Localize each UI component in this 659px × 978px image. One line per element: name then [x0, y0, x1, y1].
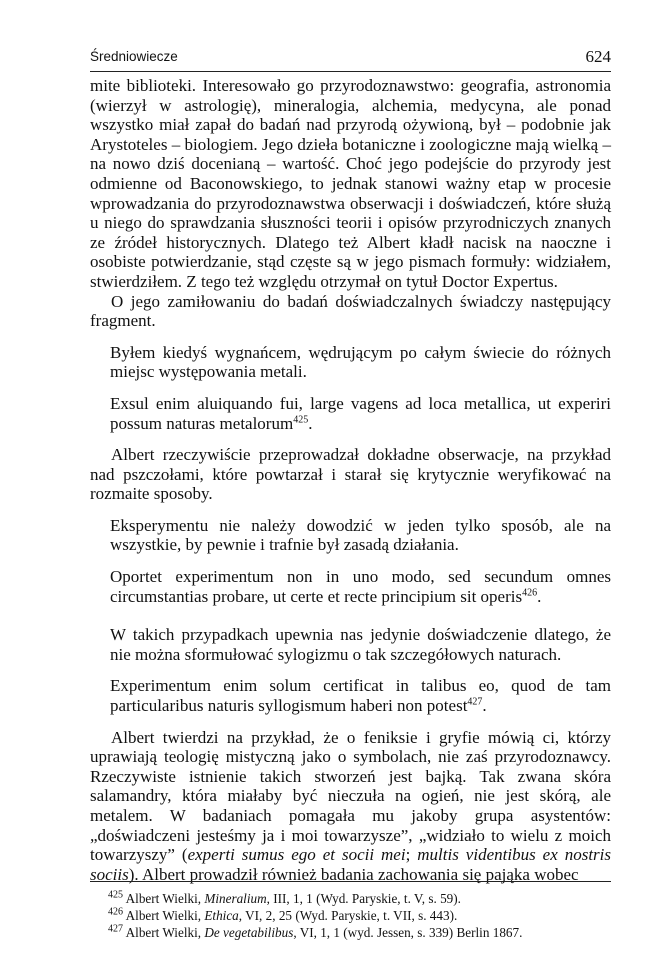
footnote-ref[interactable]: 427: [467, 696, 483, 708]
paragraph: Albert twierdzi na przykład, że o feniksie i gryfie mówią ci, którzy uprawiają teologię mistyczną jako o symbolach, nie zaś przyrodoznawcy. Rzeczywiste istnienie takich stworzeń jest bajką. Tak zwana skóra salamandry, która miałaby być nieczuła na ogień, nie jest skórą, ale metalem. W badaniach pomagała mu jakoby grupa asystentów: „doświadczeni jesteśmy ja i moi towarzysze”, „widziało to wielu z moich towarzyszy” (experti sumus ego et socii mei; multis videntibus ex nostris sociis). Albert prowadził również badania zachowania się pająka wobec: [90, 727, 611, 884]
paragraph: O jego zamiłowaniu do badań doświadczalnych świadczy następujący fragment.: [90, 291, 611, 331]
footnote-ref[interactable]: 426: [522, 587, 538, 598]
section-title: Średniowiecze: [90, 49, 178, 64]
block-quote-latin: Exsul enim aluiquando fui, large vagens ad loca metallica, ut experiri possum naturas metalorum$^{425}$.: [110, 393, 611, 433]
block-quote: W takich przypadkach upewnia nas jedynie doświadczenie dlatego, że nie można sformułować sylogizmu o tak szczegółowych naturach.: [110, 625, 611, 664]
block-quote-latin: Oportet experimentum non in uno modo, sed secundum omnes circumstantias probare, ut certe et recte principium sit operis$^{426}$.: [110, 567, 611, 606]
block-quote-latin: Experimentum enim solum certificat in talibus eo, quod de tam particularibus naturis syllogismum haberi non potest$^{427}$.: [110, 676, 611, 716]
block-quote: Eksperymentu nie należy dowodzić w jeden tylko sposób, ale na wszystkie, by pewnie i trafnie był zasadą działania.: [110, 515, 611, 555]
block-quote: Byłem kiedyś wygnańcem, wędrującym po całym świecie do różnych miejsc występowania metali.: [110, 342, 611, 382]
footnote: $^{425}$ Albert Wielki, Mineralium, III, 1, 1 (Wyd. Paryskie, t. V, s. 59).: [108, 889, 461, 906]
footnote-ref[interactable]: 425: [293, 413, 309, 425]
footnote: $^{427}$ Albert Wielki, De vegetabilibus, VI, 1, 1 (wyd. Jessen, s. 339) Berlin 1867.: [108, 923, 523, 940]
footnote: $^{426}$ Albert Wielki, Ethica, VI, 2, 25 (Wyd. Paryskie, t. VII, s. 443).: [108, 906, 458, 923]
paragraph: Albert rzeczywiście przeprowadzał dokładne obserwacje, na przykład nad pszczołami, które powtarzał i starał się krytycznie weryfikować na rozmaite sposoby.: [90, 445, 611, 504]
page-number: 624: [585, 47, 611, 66]
footnotes: [90, 881, 611, 941]
paragraph: mite biblioteki. Interesowało go przyrodoznawstwo: geografia, astronomia (wierzył w astrologię), mineralogia, alchemia, medycyna, ale ponad wszystko miał zapał do badań nad przyrodą ożywioną, był – podobnie jak Arystoteles – biologiem. Jego dzieła botaniczne i zoologiczne mają wielką – na nowo dziś docenianą – wartość. Choć jego podejście do przyrody jest odmienne od Baconowskiego, to jednak stanowi ważny etap w procesie wprowadzania do przyrodoznawstwa obserwacji i doświadczeń, które służą u niego do sprawdzania słuszności teorii i opisów przyrodniczych znanych ze źródeł historycznych. Dlatego też Albert kładł nacisk na naoczne i osobiste potwierdzanie, stąd częste są w jego pismach formuły: widziałem, stwierdziłem. Z tego też względu otrzymał on tytuł Doctor Expertus.: [90, 76, 611, 291]
page-body: [90, 76, 611, 884]
running-header: [90, 41, 611, 72]
